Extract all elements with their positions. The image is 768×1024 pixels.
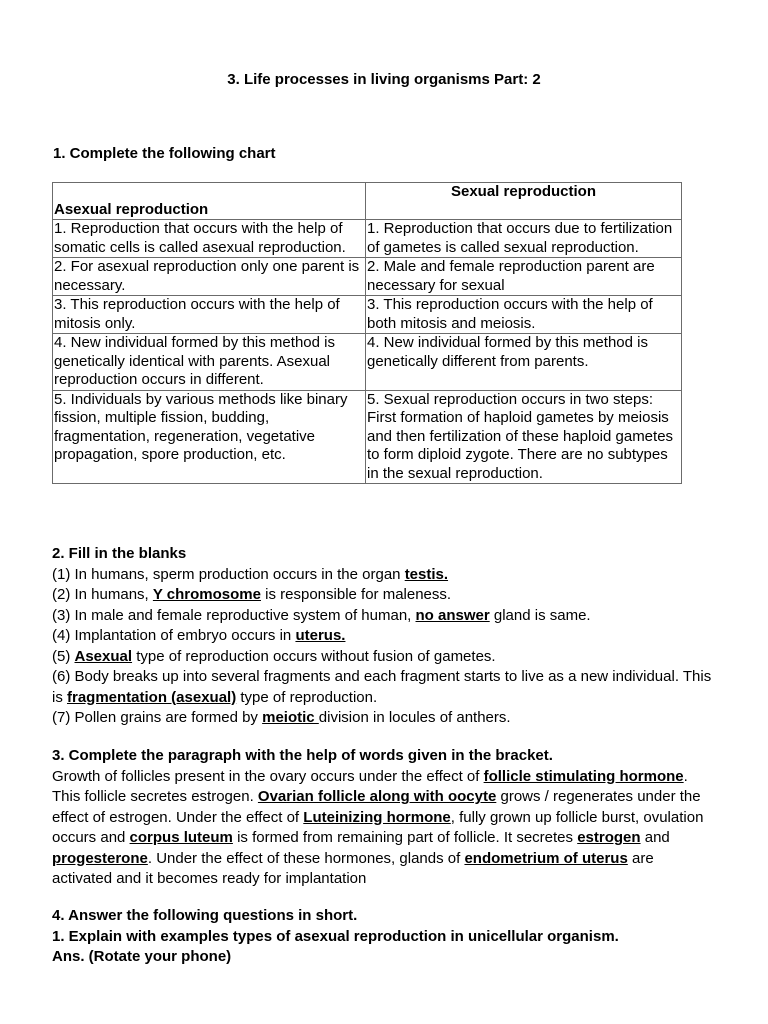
cell-asexual: 2. For asexual reproduction only one parent is necessary. bbox=[53, 258, 366, 296]
list-item bbox=[52, 606, 712, 627]
q2-heading: 2. Fill in the blanks bbox=[52, 545, 187, 562]
paragraph-text bbox=[52, 767, 712, 890]
list-item bbox=[52, 667, 712, 708]
para-text: is formed from remaining part of follicle. It secretes bbox=[232, 829, 578, 846]
blank-text: (5) bbox=[52, 647, 75, 665]
q3-heading: 3. Complete the paragraph with the help of words given in the bracket. bbox=[52, 747, 553, 764]
blank-text: type of reproduction occurs without fusion of gametes. bbox=[132, 647, 496, 665]
para-answer: endometrium of uterus bbox=[464, 849, 628, 867]
blank-text: (1) In humans, sperm production occurs in the organ bbox=[52, 565, 405, 583]
table-row bbox=[53, 220, 682, 258]
cell-sexual: 1. Reproduction that occurs due to fertilization of gametes is called sexual reproduction. bbox=[366, 220, 682, 258]
para-text: , fully grown up follicle burst, ovulation occurs and bbox=[52, 808, 704, 846]
blank-answer: Y chromosome bbox=[152, 586, 261, 603]
cell-sexual: 5. Sexual reproduction occurs in two steps: First formation of haploid gametes by meiosis and then fertilization of these haploid gametes to form diploid zygote. There are no subtypes in the sexual reproduction. bbox=[366, 390, 682, 484]
cell-asexual: 4. New individual formed by this method is genetically identical with parents. Asexual reproduction occurs in different. bbox=[53, 334, 366, 391]
para-answer: Luteinizing hormone bbox=[303, 808, 451, 826]
blank-answer: uterus. bbox=[295, 627, 346, 644]
cell-sexual: 2. Male and female reproduction parent are necessary for sexual bbox=[366, 258, 682, 296]
reproduction-chart bbox=[52, 182, 682, 484]
chart-header-row bbox=[53, 183, 682, 220]
blank-text: (6) Body breaks up into several fragments and each fragment starts to live as a new individual. This is bbox=[52, 668, 712, 706]
blank-text: type of reproduction. bbox=[236, 688, 378, 706]
para-answer: progesterone bbox=[52, 849, 148, 867]
list-item bbox=[52, 708, 712, 729]
table-row bbox=[53, 334, 682, 391]
q4-heading: 4. Answer the following questions in short. bbox=[52, 907, 358, 924]
para-text: and bbox=[640, 829, 670, 846]
blank-answer: fragmentation (asexual) bbox=[67, 688, 237, 706]
q1-heading: 1. Complete the following chart bbox=[53, 145, 276, 162]
blank-answer: meiotic bbox=[262, 709, 319, 726]
para-answer: follicle stimulating hormone bbox=[483, 767, 684, 785]
blank-answer: Asexual bbox=[74, 647, 133, 665]
cell-sexual: 3. This reproduction occurs with the help of both mitosis and meiosis. bbox=[366, 296, 682, 334]
cell-asexual: 1. Reproduction that occurs with the help of somatic cells is called asexual reproduction. bbox=[53, 220, 366, 258]
table-row bbox=[53, 296, 682, 334]
list-item bbox=[52, 585, 712, 606]
short-answer-section bbox=[52, 906, 712, 968]
para-answer: corpus luteum bbox=[129, 829, 233, 846]
q4-question: 1. Explain with examples types of asexual reproduction in unicellular organism. bbox=[52, 927, 619, 945]
para-text: . Under the effect of these hormones, glands of bbox=[147, 849, 465, 867]
col-header-sexual: Sexual reproduction bbox=[366, 183, 682, 220]
blank-text: is responsible for maleness. bbox=[260, 586, 452, 603]
page-title: 3. Life processes in living organisms Part: 2 bbox=[227, 71, 541, 88]
table-row bbox=[53, 390, 682, 484]
blank-text: division in locules of anthers. bbox=[318, 709, 511, 726]
list-item bbox=[52, 565, 712, 586]
list-item bbox=[52, 626, 712, 647]
blank-text: (4) Implantation of embryo occurs in bbox=[52, 627, 296, 644]
cell-sexual: 4. New individual formed by this method is genetically different from parents. bbox=[366, 334, 682, 391]
blank-text: (2) In humans, bbox=[52, 586, 153, 603]
para-text: . This follicle secretes estrogen. bbox=[52, 767, 688, 805]
cell-asexual: 3. This reproduction occurs with the help of mitosis only. bbox=[53, 296, 366, 334]
paragraph-section bbox=[52, 746, 712, 890]
table-row bbox=[53, 258, 682, 296]
blank-text: (3) In male and female reproductive system of human, bbox=[52, 606, 416, 624]
list-item bbox=[52, 647, 712, 668]
para-text: are activated and it becomes ready for implantation bbox=[52, 849, 654, 887]
para-text: Growth of follicles present in the ovary occurs under the effect of bbox=[52, 767, 484, 785]
blank-text: (7) Pollen grains are formed by bbox=[52, 709, 263, 726]
q4-answer: Ans. (Rotate your phone) bbox=[52, 948, 232, 965]
col-header-asexual: Asexual reproduction bbox=[53, 183, 366, 220]
fill-in-blanks-section bbox=[52, 544, 712, 729]
blank-answer: testis. bbox=[404, 565, 449, 583]
para-text: grows / regenerates under the effect of estrogen. Under the effect of bbox=[52, 788, 701, 826]
para-answer: Ovarian follicle along with oocyte bbox=[257, 788, 497, 805]
para-answer: estrogen bbox=[577, 829, 641, 846]
blank-answer: no answer bbox=[415, 606, 490, 624]
blank-text: gland is same. bbox=[489, 606, 591, 624]
cell-asexual: 5. Individuals by various methods like binary fission, multiple fission, budding, fragmentation, regeneration, vegetative propagation, spore production, etc. bbox=[53, 390, 366, 484]
